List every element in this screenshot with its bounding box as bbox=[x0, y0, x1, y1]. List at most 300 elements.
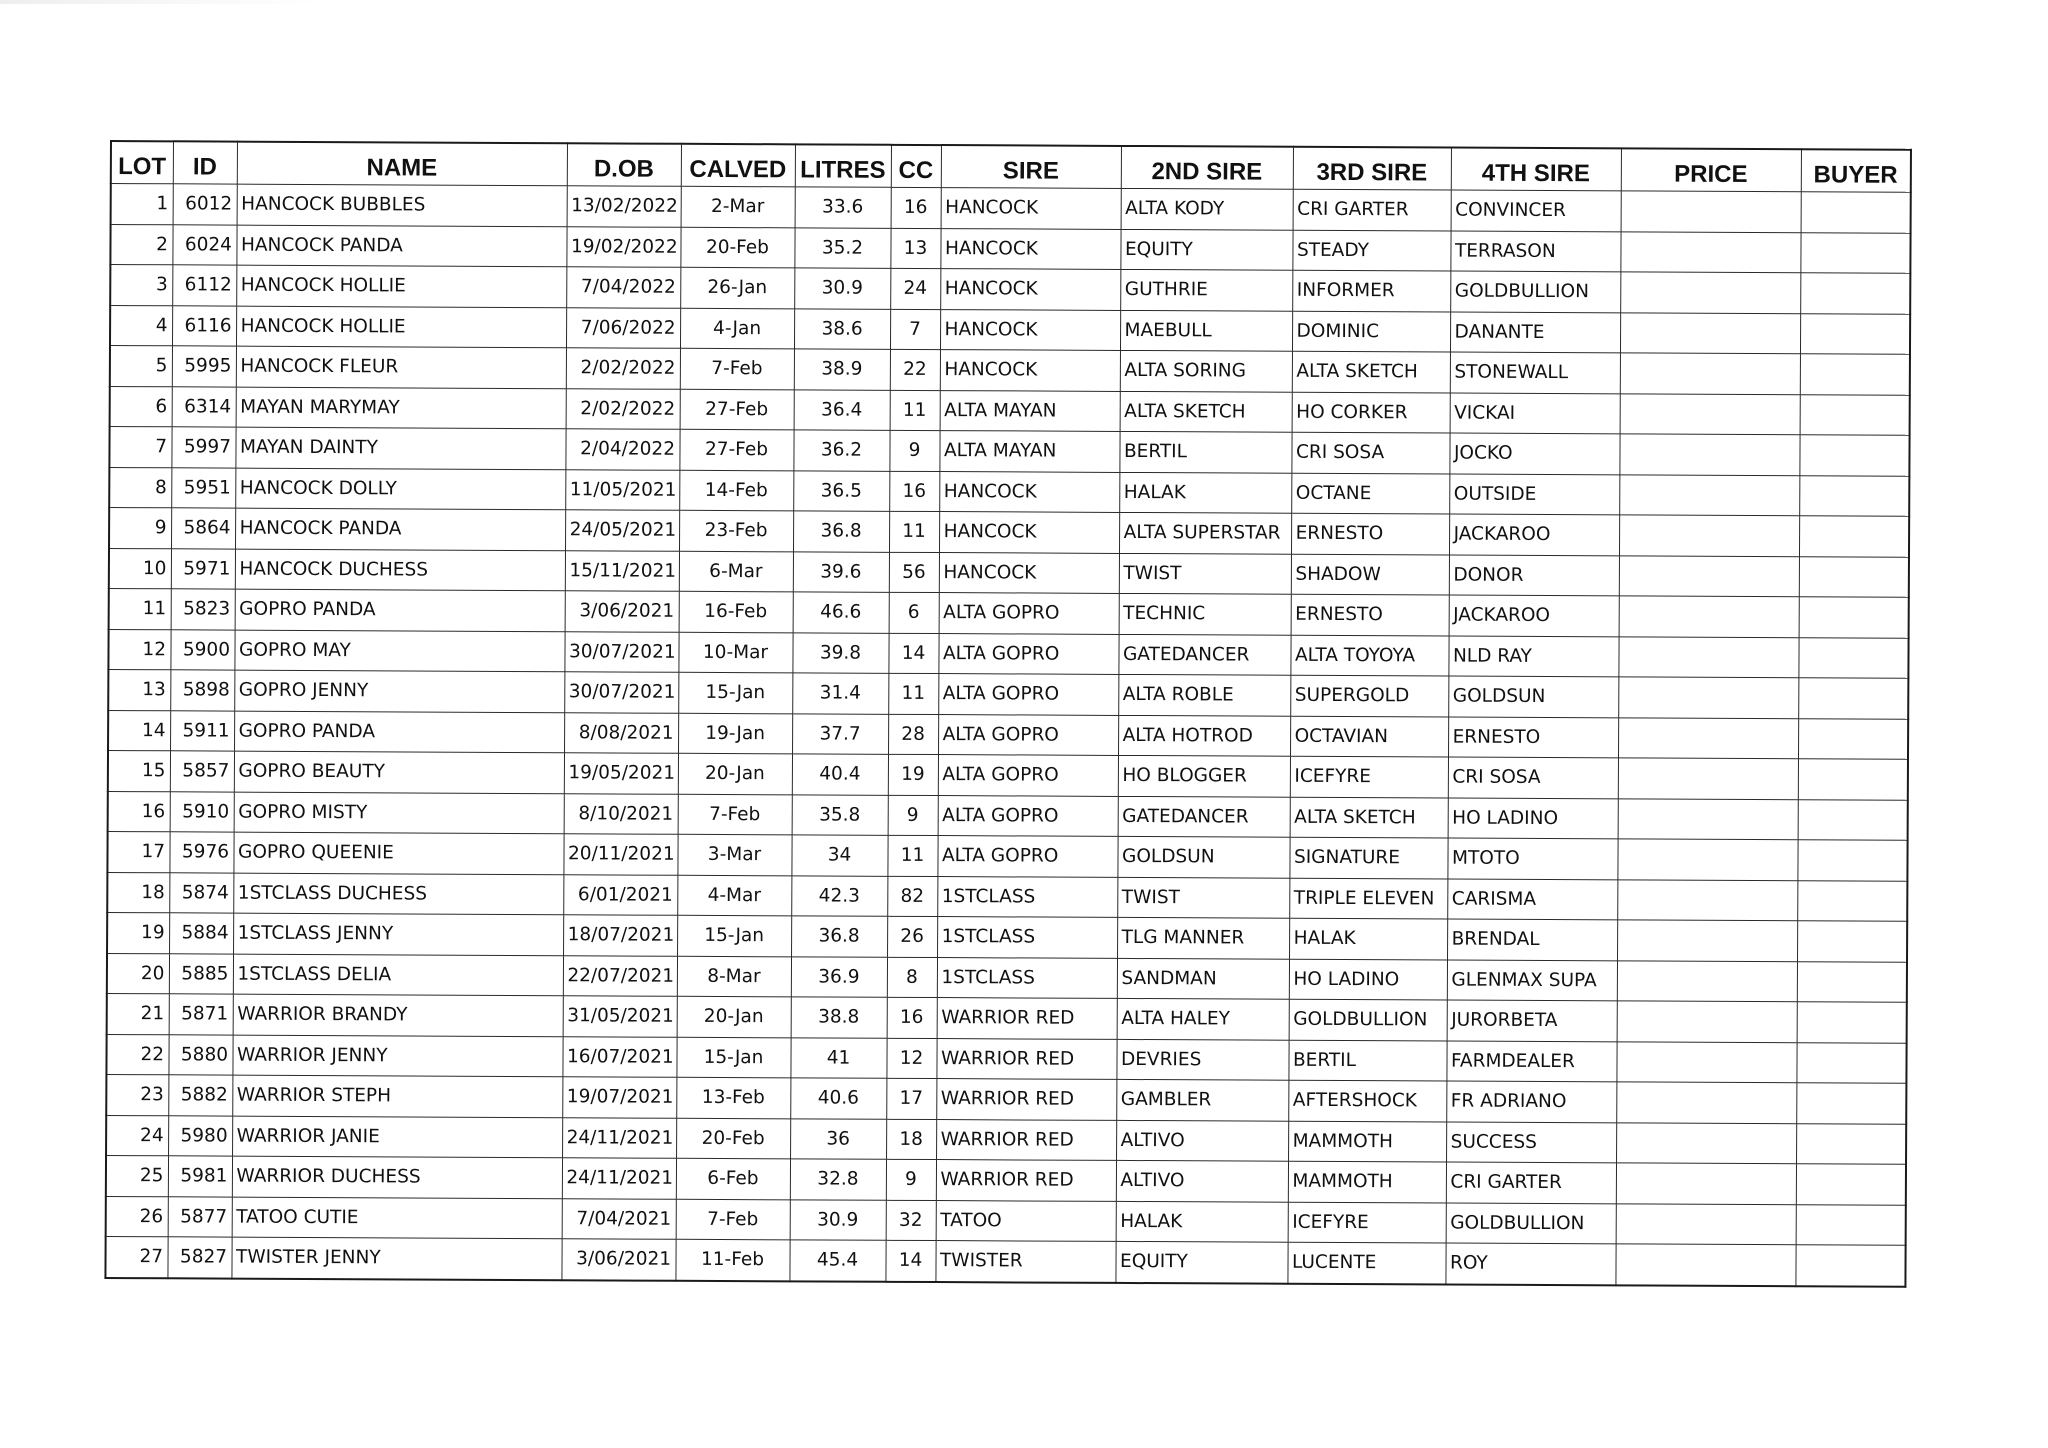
name-cell: HANCOCK DUCHESS bbox=[235, 549, 565, 591]
header-buyer: BUYER bbox=[1801, 149, 1911, 192]
id-cell: 5857 bbox=[170, 751, 234, 792]
name-cell: WARRIOR DUCHESS bbox=[232, 1156, 562, 1198]
dob-cell: 2/02/2022 bbox=[566, 388, 680, 429]
second-sire-cell: GATEDANCER bbox=[1118, 634, 1290, 675]
calved-cell: 20-Feb bbox=[680, 227, 794, 268]
price-cell bbox=[1619, 596, 1799, 637]
header-id: ID bbox=[173, 141, 237, 184]
calved-cell: 15-Jan bbox=[677, 915, 791, 956]
buyer-cell bbox=[1801, 192, 1911, 233]
header-4th-sire: 4TH SIRE bbox=[1451, 148, 1621, 191]
lot-cell: 9 bbox=[109, 508, 171, 549]
third-sire-cell: ERNESTO bbox=[1291, 594, 1449, 635]
second-sire-cell: TECHNIC bbox=[1119, 593, 1291, 634]
second-sire-cell: GOLDSUN bbox=[1117, 836, 1289, 877]
cc-cell: 16 bbox=[889, 471, 939, 512]
cc-cell: 24 bbox=[890, 268, 940, 309]
name-cell: 1STCLASS DUCHESS bbox=[233, 873, 563, 915]
fourth-sire-cell: CRI SOSA bbox=[1448, 757, 1618, 798]
buyer-cell bbox=[1798, 759, 1908, 800]
header-name: NAME bbox=[237, 142, 567, 186]
cc-cell: 22 bbox=[890, 349, 940, 390]
litres-cell: 36.8 bbox=[791, 916, 887, 957]
litres-cell: 42.3 bbox=[791, 875, 887, 916]
id-cell: 5874 bbox=[169, 872, 233, 913]
dob-cell: 7/06/2022 bbox=[566, 307, 680, 348]
price-cell bbox=[1621, 191, 1801, 232]
fourth-sire-cell: BRENDAL bbox=[1447, 919, 1617, 960]
header-sire: SIRE bbox=[941, 145, 1121, 188]
buyer-cell bbox=[1797, 1002, 1907, 1043]
id-cell: 5995 bbox=[172, 346, 236, 387]
sire-cell: ALTA GOPRO bbox=[938, 795, 1118, 836]
price-cell bbox=[1616, 1203, 1796, 1244]
dob-cell: 3/06/2021 bbox=[561, 1239, 675, 1281]
id-cell: 6314 bbox=[172, 386, 236, 427]
calved-cell: 4-Mar bbox=[677, 875, 791, 916]
id-cell: 5980 bbox=[168, 1115, 232, 1156]
buyer-cell bbox=[1799, 475, 1909, 516]
lot-cell: 4 bbox=[110, 305, 172, 346]
litres-cell: 30.9 bbox=[794, 268, 890, 309]
dob-cell: 11/05/2021 bbox=[565, 469, 679, 510]
third-sire-cell: MAMMOTH bbox=[1288, 1121, 1446, 1162]
name-cell: GOPRO QUEENIE bbox=[233, 832, 563, 874]
second-sire-cell: GAMBLER bbox=[1116, 1079, 1288, 1120]
third-sire-cell: ICEFYRE bbox=[1288, 1202, 1446, 1243]
price-cell bbox=[1616, 1082, 1796, 1123]
price-cell bbox=[1618, 798, 1798, 839]
dob-cell: 7/04/2021 bbox=[562, 1198, 676, 1239]
calved-cell: 27-Feb bbox=[680, 389, 794, 430]
name-cell: GOPRO MAY bbox=[234, 630, 564, 672]
sire-cell: HANCOCK bbox=[940, 228, 1120, 269]
litres-cell: 40.6 bbox=[790, 1078, 886, 1119]
dob-cell: 30/07/2021 bbox=[564, 672, 678, 713]
header-calved: CALVED bbox=[681, 144, 795, 187]
fourth-sire-cell: OUTSIDE bbox=[1449, 474, 1619, 515]
cc-cell: 17 bbox=[886, 1078, 936, 1119]
fourth-sire-cell: NLD RAY bbox=[1448, 636, 1618, 677]
lot-cell: 14 bbox=[108, 710, 170, 751]
header-price: PRICE bbox=[1621, 148, 1801, 191]
litres-cell: 35.8 bbox=[792, 794, 888, 835]
dob-cell: 22/07/2021 bbox=[563, 955, 677, 996]
cc-cell: 11 bbox=[887, 835, 937, 876]
dob-cell: 24/05/2021 bbox=[565, 510, 679, 551]
price-cell bbox=[1617, 960, 1797, 1001]
id-cell: 5911 bbox=[170, 710, 234, 751]
third-sire-cell: OCTANE bbox=[1291, 473, 1449, 514]
id-cell: 5882 bbox=[168, 1075, 232, 1116]
name-cell: 1STCLASS JENNY bbox=[233, 913, 563, 955]
sire-cell: HANCOCK bbox=[939, 512, 1119, 553]
third-sire-cell: SIGNATURE bbox=[1289, 837, 1447, 878]
litres-cell: 38.8 bbox=[791, 997, 887, 1038]
cc-cell: 14 bbox=[885, 1240, 935, 1281]
sire-cell: TATOO bbox=[936, 1200, 1116, 1241]
second-sire-cell: ALTIVO bbox=[1116, 1120, 1288, 1161]
fourth-sire-cell: DANANTE bbox=[1450, 312, 1620, 353]
buyer-cell bbox=[1795, 1245, 1905, 1287]
calved-cell: 16-Feb bbox=[679, 591, 793, 632]
fourth-sire-cell: VICKAI bbox=[1450, 393, 1620, 434]
id-cell: 5951 bbox=[171, 467, 235, 508]
calved-cell: 20-Feb bbox=[676, 1118, 790, 1159]
lot-cell: 17 bbox=[107, 831, 169, 872]
cc-cell: 56 bbox=[889, 552, 939, 593]
price-cell bbox=[1618, 677, 1798, 718]
sire-cell: ALTA GOPRO bbox=[938, 674, 1118, 715]
calved-cell: 13-Feb bbox=[676, 1077, 790, 1118]
price-cell bbox=[1617, 839, 1797, 880]
dob-cell: 19/02/2022 bbox=[566, 226, 680, 267]
fourth-sire-cell: CARISMA bbox=[1447, 879, 1617, 920]
calved-cell: 2-Mar bbox=[681, 186, 795, 227]
fourth-sire-cell: JACKAROO bbox=[1449, 514, 1619, 555]
third-sire-cell: ALTA SKETCH bbox=[1292, 351, 1450, 392]
third-sire-cell: STEADY bbox=[1292, 230, 1450, 271]
lot-cell: 5 bbox=[110, 346, 172, 387]
dob-cell: 24/11/2021 bbox=[562, 1117, 676, 1158]
dob-cell: 24/11/2021 bbox=[562, 1158, 676, 1199]
id-cell: 5910 bbox=[170, 791, 234, 832]
fourth-sire-cell: GOLDSUN bbox=[1448, 676, 1618, 717]
calved-cell: 19-Jan bbox=[678, 713, 792, 754]
fourth-sire-cell: JACKAROO bbox=[1449, 595, 1619, 636]
litres-cell: 38.9 bbox=[794, 349, 890, 390]
cc-cell: 28 bbox=[888, 714, 938, 755]
cc-cell: 9 bbox=[889, 430, 939, 471]
fourth-sire-cell: ERNESTO bbox=[1448, 717, 1618, 758]
litres-cell: 34 bbox=[791, 835, 887, 876]
calved-cell: 7-Feb bbox=[680, 348, 794, 389]
fourth-sire-cell: GLENMAX SUPA bbox=[1447, 960, 1617, 1001]
second-sire-cell: ALTIVO bbox=[1116, 1160, 1288, 1201]
lot-cell: 15 bbox=[108, 750, 170, 791]
calved-cell: 23-Feb bbox=[679, 510, 793, 551]
second-sire-cell: HALAK bbox=[1119, 472, 1291, 513]
lot-cell: 16 bbox=[108, 791, 170, 832]
dob-cell: 19/07/2021 bbox=[562, 1077, 676, 1118]
header-3rd-sire: 3RD SIRE bbox=[1293, 147, 1451, 190]
name-cell: GOPRO PANDA bbox=[234, 711, 564, 753]
name-cell: HANCOCK FLEUR bbox=[236, 346, 566, 388]
sire-cell: WARRIOR RED bbox=[936, 1160, 1116, 1201]
scan-edge-mark bbox=[0, 0, 320, 4]
cc-cell: 82 bbox=[887, 876, 937, 917]
second-sire-cell: ALTA SORING bbox=[1120, 350, 1292, 391]
buyer-cell bbox=[1797, 961, 1907, 1002]
litres-cell: 32.8 bbox=[790, 1159, 886, 1200]
cc-cell: 32 bbox=[886, 1200, 936, 1241]
sire-cell: ALTA GOPRO bbox=[937, 836, 1117, 877]
id-cell: 6112 bbox=[172, 265, 236, 306]
name-cell: GOPRO BEAUTY bbox=[234, 751, 564, 793]
sire-cell: HANCOCK bbox=[939, 471, 1119, 512]
price-cell bbox=[1619, 515, 1799, 556]
buyer-cell bbox=[1800, 313, 1910, 354]
dob-cell: 2/04/2022 bbox=[565, 429, 679, 470]
second-sire-cell: ALTA HALEY bbox=[1117, 998, 1289, 1039]
third-sire-cell: ALTA SKETCH bbox=[1290, 797, 1448, 838]
price-cell bbox=[1616, 1041, 1796, 1082]
fourth-sire-cell: MTOTO bbox=[1447, 838, 1617, 879]
id-cell: 5971 bbox=[171, 548, 235, 589]
id-cell: 6012 bbox=[173, 184, 237, 225]
calved-cell: 27-Feb bbox=[679, 429, 793, 470]
fourth-sire-cell: CRI GARTER bbox=[1446, 1162, 1616, 1203]
price-cell bbox=[1620, 312, 1800, 353]
fourth-sire-cell: CONVINCER bbox=[1451, 190, 1621, 231]
sire-cell: 1STCLASS bbox=[937, 957, 1117, 998]
calved-cell: 20-Jan bbox=[677, 996, 791, 1037]
sire-cell: HANCOCK bbox=[941, 188, 1121, 229]
name-cell: HANCOCK HOLLIE bbox=[236, 265, 566, 307]
id-cell: 5898 bbox=[170, 670, 234, 711]
third-sire-cell: OCTAVIAN bbox=[1290, 716, 1448, 757]
dob-cell: 30/07/2021 bbox=[564, 631, 678, 672]
sire-cell: WARRIOR RED bbox=[936, 1119, 1116, 1160]
sire-cell: HANCOCK bbox=[939, 552, 1119, 593]
third-sire-cell: BERTIL bbox=[1288, 1040, 1446, 1081]
name-cell: GOPRO MISTY bbox=[234, 792, 564, 834]
third-sire-cell: ERNESTO bbox=[1291, 513, 1449, 554]
third-sire-cell: SHADOW bbox=[1291, 554, 1449, 595]
id-cell: 5976 bbox=[169, 832, 233, 873]
litres-cell: 36.8 bbox=[793, 511, 889, 552]
lot-cell: 10 bbox=[109, 548, 171, 589]
calved-cell: 20-Jan bbox=[678, 753, 792, 794]
fourth-sire-cell: JURORBETA bbox=[1447, 1000, 1617, 1041]
price-cell bbox=[1620, 272, 1800, 313]
name-cell: WARRIOR BRANDY bbox=[233, 994, 563, 1036]
buyer-cell bbox=[1800, 232, 1910, 273]
id-cell: 5884 bbox=[169, 913, 233, 954]
price-cell bbox=[1616, 1122, 1796, 1163]
litres-cell: 41 bbox=[790, 1037, 886, 1078]
sire-cell: ALTA GOPRO bbox=[938, 755, 1118, 796]
lot-cell: 1 bbox=[111, 184, 173, 225]
litres-cell: 35.2 bbox=[794, 227, 890, 268]
cc-cell: 11 bbox=[888, 673, 938, 714]
calved-cell: 14-Feb bbox=[679, 470, 793, 511]
dob-cell: 6/01/2021 bbox=[563, 874, 677, 915]
second-sire-cell: ALTA SKETCH bbox=[1120, 391, 1292, 432]
lot-cell: 12 bbox=[108, 629, 170, 670]
calved-cell: 7-Feb bbox=[676, 1199, 790, 1240]
buyer-cell bbox=[1798, 637, 1908, 678]
calved-cell: 6-Feb bbox=[676, 1158, 790, 1199]
fourth-sire-cell: GOLDBULLION bbox=[1446, 1203, 1616, 1244]
cc-cell: 14 bbox=[888, 633, 938, 674]
litres-cell: 40.4 bbox=[792, 754, 888, 795]
third-sire-cell: DOMINIC bbox=[1292, 311, 1450, 352]
fourth-sire-cell: STONEWALL bbox=[1450, 352, 1620, 393]
fourth-sire-cell: GOLDBULLION bbox=[1450, 271, 1620, 312]
third-sire-cell: GOLDBULLION bbox=[1289, 999, 1447, 1040]
cc-cell: 16 bbox=[891, 187, 941, 228]
calved-cell: 10-Mar bbox=[678, 632, 792, 673]
sire-cell: WARRIOR RED bbox=[936, 1079, 1116, 1120]
id-cell: 5880 bbox=[168, 1034, 232, 1075]
name-cell: WARRIOR JENNY bbox=[232, 1035, 562, 1077]
lot-cell: 18 bbox=[107, 872, 169, 913]
price-cell bbox=[1618, 758, 1798, 799]
lot-cell: 11 bbox=[109, 588, 171, 629]
dob-cell: 16/07/2021 bbox=[562, 1036, 676, 1077]
price-cell bbox=[1617, 920, 1797, 961]
price-cell bbox=[1619, 474, 1799, 515]
sire-cell: 1STCLASS bbox=[937, 876, 1117, 917]
second-sire-cell: ALTA KODY bbox=[1121, 188, 1293, 229]
cc-cell: 19 bbox=[888, 754, 938, 795]
second-sire-cell: HALAK bbox=[1116, 1201, 1288, 1242]
litres-cell: 45.4 bbox=[789, 1240, 885, 1281]
header-dob: D.OB bbox=[567, 143, 681, 186]
second-sire-cell: ALTA SUPERSTAR bbox=[1119, 512, 1291, 553]
id-cell: 6024 bbox=[172, 224, 236, 265]
sire-cell: WARRIOR RED bbox=[936, 1038, 1116, 1079]
sire-cell: ALTA GOPRO bbox=[938, 714, 1118, 755]
buyer-cell bbox=[1797, 921, 1907, 962]
litres-cell: 31.4 bbox=[792, 673, 888, 714]
dob-cell: 31/05/2021 bbox=[563, 996, 677, 1037]
second-sire-cell: BERTIL bbox=[1119, 431, 1291, 472]
calved-cell: 15-Jan bbox=[678, 672, 792, 713]
fourth-sire-cell: TERRASON bbox=[1450, 231, 1620, 272]
price-cell bbox=[1616, 1163, 1796, 1204]
lot-cell: 2 bbox=[110, 224, 172, 265]
third-sire-cell: ALTA TOYOYA bbox=[1290, 635, 1448, 676]
buyer-cell bbox=[1796, 1123, 1906, 1164]
header-litres: LITRES bbox=[795, 144, 891, 187]
third-sire-cell: INFORMER bbox=[1292, 270, 1450, 311]
dob-cell: 7/04/2022 bbox=[566, 267, 680, 308]
fourth-sire-cell: JOCKO bbox=[1449, 433, 1619, 474]
lot-cell: 19 bbox=[107, 912, 169, 953]
dob-cell: 15/11/2021 bbox=[565, 550, 679, 591]
litres-cell: 36.2 bbox=[793, 430, 889, 471]
header-cc: CC bbox=[891, 145, 941, 188]
name-cell: MAYAN MARYMAY bbox=[236, 387, 566, 429]
buyer-cell bbox=[1800, 273, 1910, 314]
price-cell bbox=[1618, 636, 1798, 677]
litres-cell: 36 bbox=[790, 1118, 886, 1159]
calved-cell: 26-Jan bbox=[680, 267, 794, 308]
cc-cell: 16 bbox=[887, 997, 937, 1038]
calved-cell: 8-Mar bbox=[677, 956, 791, 997]
name-cell: GOPRO JENNY bbox=[234, 670, 564, 712]
buyer-cell bbox=[1800, 354, 1910, 395]
fourth-sire-cell: DONOR bbox=[1449, 555, 1619, 596]
dob-cell: 19/05/2021 bbox=[564, 753, 678, 794]
cc-cell: 11 bbox=[890, 390, 940, 431]
lot-cell: 22 bbox=[106, 1034, 168, 1075]
cc-cell: 26 bbox=[887, 916, 937, 957]
third-sire-cell: SUPERGOLD bbox=[1290, 675, 1448, 716]
calved-cell: 3-Mar bbox=[677, 834, 791, 875]
calved-cell: 15-Jan bbox=[676, 1037, 790, 1078]
second-sire-cell: EQUITY bbox=[1120, 229, 1292, 270]
second-sire-cell: ALTA HOTROD bbox=[1118, 715, 1290, 756]
third-sire-cell: HO CORKER bbox=[1292, 392, 1450, 433]
buyer-cell bbox=[1796, 1164, 1906, 1205]
buyer-cell bbox=[1799, 556, 1909, 597]
sire-cell: HANCOCK bbox=[940, 350, 1120, 391]
buyer-cell bbox=[1797, 840, 1907, 881]
second-sire-cell: MAEBULL bbox=[1120, 310, 1292, 351]
buyer-cell bbox=[1798, 718, 1908, 759]
third-sire-cell: HALAK bbox=[1289, 918, 1447, 959]
price-cell bbox=[1620, 353, 1800, 394]
cc-cell: 7 bbox=[890, 309, 940, 350]
sire-cell: HANCOCK bbox=[940, 269, 1120, 310]
litres-cell: 30.9 bbox=[790, 1199, 886, 1240]
litres-cell: 46.6 bbox=[793, 592, 889, 633]
name-cell: HANCOCK PANDA bbox=[236, 225, 566, 267]
id-cell: 5885 bbox=[169, 953, 233, 994]
id-cell: 5871 bbox=[169, 994, 233, 1035]
sire-cell: ALTA GOPRO bbox=[938, 633, 1118, 674]
id-cell: 6116 bbox=[172, 305, 236, 346]
id-cell: 5877 bbox=[168, 1196, 232, 1237]
price-cell bbox=[1617, 879, 1797, 920]
third-sire-cell: TRIPLE ELEVEN bbox=[1289, 878, 1447, 919]
cc-cell: 11 bbox=[889, 511, 939, 552]
id-cell: 5823 bbox=[171, 589, 235, 630]
id-cell: 5997 bbox=[171, 427, 235, 468]
sire-cell: ALTA MAYAN bbox=[939, 431, 1119, 472]
lot-cell: 8 bbox=[109, 467, 171, 508]
second-sire-cell: SANDMAN bbox=[1117, 958, 1289, 999]
litres-cell: 36.9 bbox=[791, 956, 887, 997]
name-cell: GOPRO PANDA bbox=[235, 589, 565, 631]
name-cell: HANCOCK DOLLY bbox=[235, 468, 565, 510]
buyer-cell bbox=[1799, 516, 1909, 557]
litres-cell: 39.8 bbox=[792, 632, 888, 673]
price-cell bbox=[1619, 434, 1799, 475]
second-sire-cell: HO BLOGGER bbox=[1118, 755, 1290, 796]
second-sire-cell: EQUITY bbox=[1115, 1241, 1287, 1283]
buyer-cell bbox=[1799, 597, 1909, 638]
id-cell: 5827 bbox=[167, 1237, 231, 1278]
lot-cell: 3 bbox=[110, 265, 172, 306]
price-cell bbox=[1615, 1244, 1795, 1286]
name-cell: HANCOCK BUBBLES bbox=[237, 184, 567, 226]
dob-cell: 13/02/2022 bbox=[567, 186, 681, 227]
second-sire-cell: ALTA ROBLE bbox=[1118, 674, 1290, 715]
fourth-sire-cell: HO LADINO bbox=[1448, 798, 1618, 839]
buyer-cell bbox=[1798, 799, 1908, 840]
sire-cell: 1STCLASS bbox=[937, 917, 1117, 958]
buyer-cell bbox=[1796, 1083, 1906, 1124]
cc-cell: 6 bbox=[889, 592, 939, 633]
cc-cell: 9 bbox=[886, 1159, 936, 1200]
lot-cell: 27 bbox=[105, 1236, 167, 1277]
lot-sheet bbox=[104, 140, 1912, 1287]
price-cell bbox=[1618, 717, 1798, 758]
header-2nd-sire: 2ND SIRE bbox=[1121, 146, 1293, 189]
litres-cell: 37.7 bbox=[792, 713, 888, 754]
lot-cell: 7 bbox=[109, 427, 171, 468]
second-sire-cell: TWIST bbox=[1119, 553, 1291, 594]
sire-cell: TWISTER bbox=[935, 1241, 1115, 1283]
cc-cell: 13 bbox=[890, 228, 940, 269]
calved-cell: 6-Mar bbox=[679, 551, 793, 592]
buyer-cell bbox=[1798, 678, 1908, 719]
fourth-sire-cell: FARMDEALER bbox=[1446, 1041, 1616, 1082]
